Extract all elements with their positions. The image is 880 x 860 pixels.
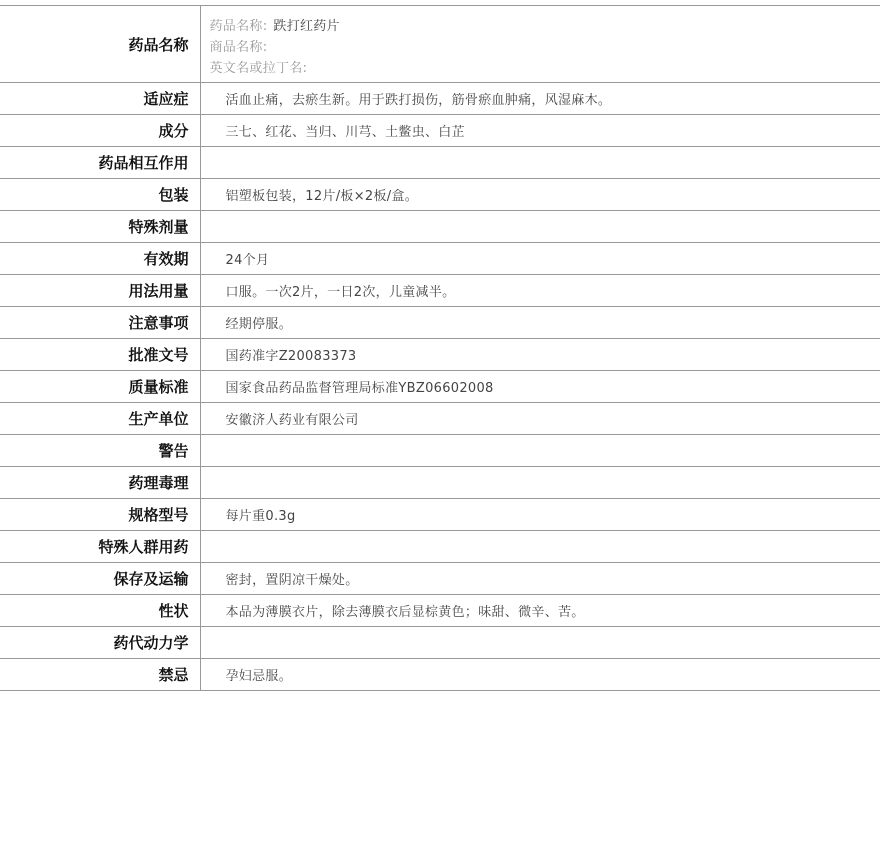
row-label: 批准文号 [0, 339, 200, 371]
table-row [0, 243, 880, 275]
table-row [0, 435, 880, 467]
row-value: 铝塑板包装，12片/板×2板/盒。 [200, 179, 880, 211]
row-label: 保存及运输 [0, 563, 200, 595]
row-value: 经期停服。 [200, 307, 880, 339]
drug-name-values [200, 6, 880, 83]
table-row [0, 467, 880, 499]
row-value: 国家食品药品监督管理局标准YBZ06602008 [200, 371, 880, 403]
row-value: 国药准字Z20083373 [200, 339, 880, 371]
table-row [0, 563, 880, 595]
row-value [200, 627, 880, 659]
table-row [0, 115, 880, 147]
table-row [0, 275, 880, 307]
table-row [0, 499, 880, 531]
generic-name-value: 跌打红药片 [273, 19, 340, 34]
trade-name-label: 商品名称: [209, 40, 268, 55]
table-row [0, 179, 880, 211]
row-value: 安徽济人药业有限公司 [200, 403, 880, 435]
row-value: 每片重0.3g [200, 499, 880, 531]
table-row [0, 627, 880, 659]
row-value: 三七、红花、当归、川芎、土鳖虫、白芷 [200, 115, 880, 147]
row-value [200, 531, 880, 563]
row-label: 性状 [0, 595, 200, 627]
row-label: 特殊剂量 [0, 211, 200, 243]
drug-info-table [0, 5, 880, 691]
drug-name-row [0, 6, 880, 83]
generic-name-line [210, 16, 880, 37]
table-row [0, 659, 880, 691]
table-row [0, 211, 880, 243]
row-label: 药代动力学 [0, 627, 200, 659]
row-value: 本品为薄膜衣片，除去薄膜衣后显棕黄色；味甜、微辛、苦。 [200, 595, 880, 627]
row-label: 生产单位 [0, 403, 200, 435]
table-row [0, 307, 880, 339]
table-row [0, 531, 880, 563]
row-label: 注意事项 [0, 307, 200, 339]
row-label: 药品相互作用 [0, 147, 200, 179]
latin-name-label: 英文名或拉丁名: [209, 61, 308, 76]
table-row [0, 83, 880, 115]
row-value: 24个月 [200, 243, 880, 275]
row-label: 包装 [0, 179, 200, 211]
row-value: 活血止痛，去瘀生新。用于跌打损伤，筋骨瘀血肿痛，风湿麻木。 [200, 83, 880, 115]
row-label: 有效期 [0, 243, 200, 275]
row-label: 药理毒理 [0, 467, 200, 499]
generic-name-label: 药品名称: [209, 19, 268, 34]
row-value [200, 435, 880, 467]
row-label: 特殊人群用药 [0, 531, 200, 563]
table-row [0, 595, 880, 627]
row-value: 密封，置阴凉干燥处。 [200, 563, 880, 595]
row-label: 成分 [0, 115, 200, 147]
row-label: 适应症 [0, 83, 200, 115]
row-value: 口服。一次2片，一日2次，儿童减半。 [200, 275, 880, 307]
trade-name-line [210, 37, 880, 58]
table-row [0, 371, 880, 403]
row-label: 用法用量 [0, 275, 200, 307]
row-value: 孕妇忌服。 [200, 659, 880, 691]
table-row [0, 339, 880, 371]
row-label: 警告 [0, 435, 200, 467]
row-label: 规格型号 [0, 499, 200, 531]
row-value [200, 147, 880, 179]
row-label: 质量标准 [0, 371, 200, 403]
drug-name-label: 药品名称 [0, 6, 200, 83]
table-row [0, 147, 880, 179]
row-value [200, 211, 880, 243]
drug-info-table-body [0, 6, 880, 691]
row-value [200, 467, 880, 499]
row-label: 禁忌 [0, 659, 200, 691]
table-row [0, 403, 880, 435]
latin-name-line [210, 58, 880, 79]
